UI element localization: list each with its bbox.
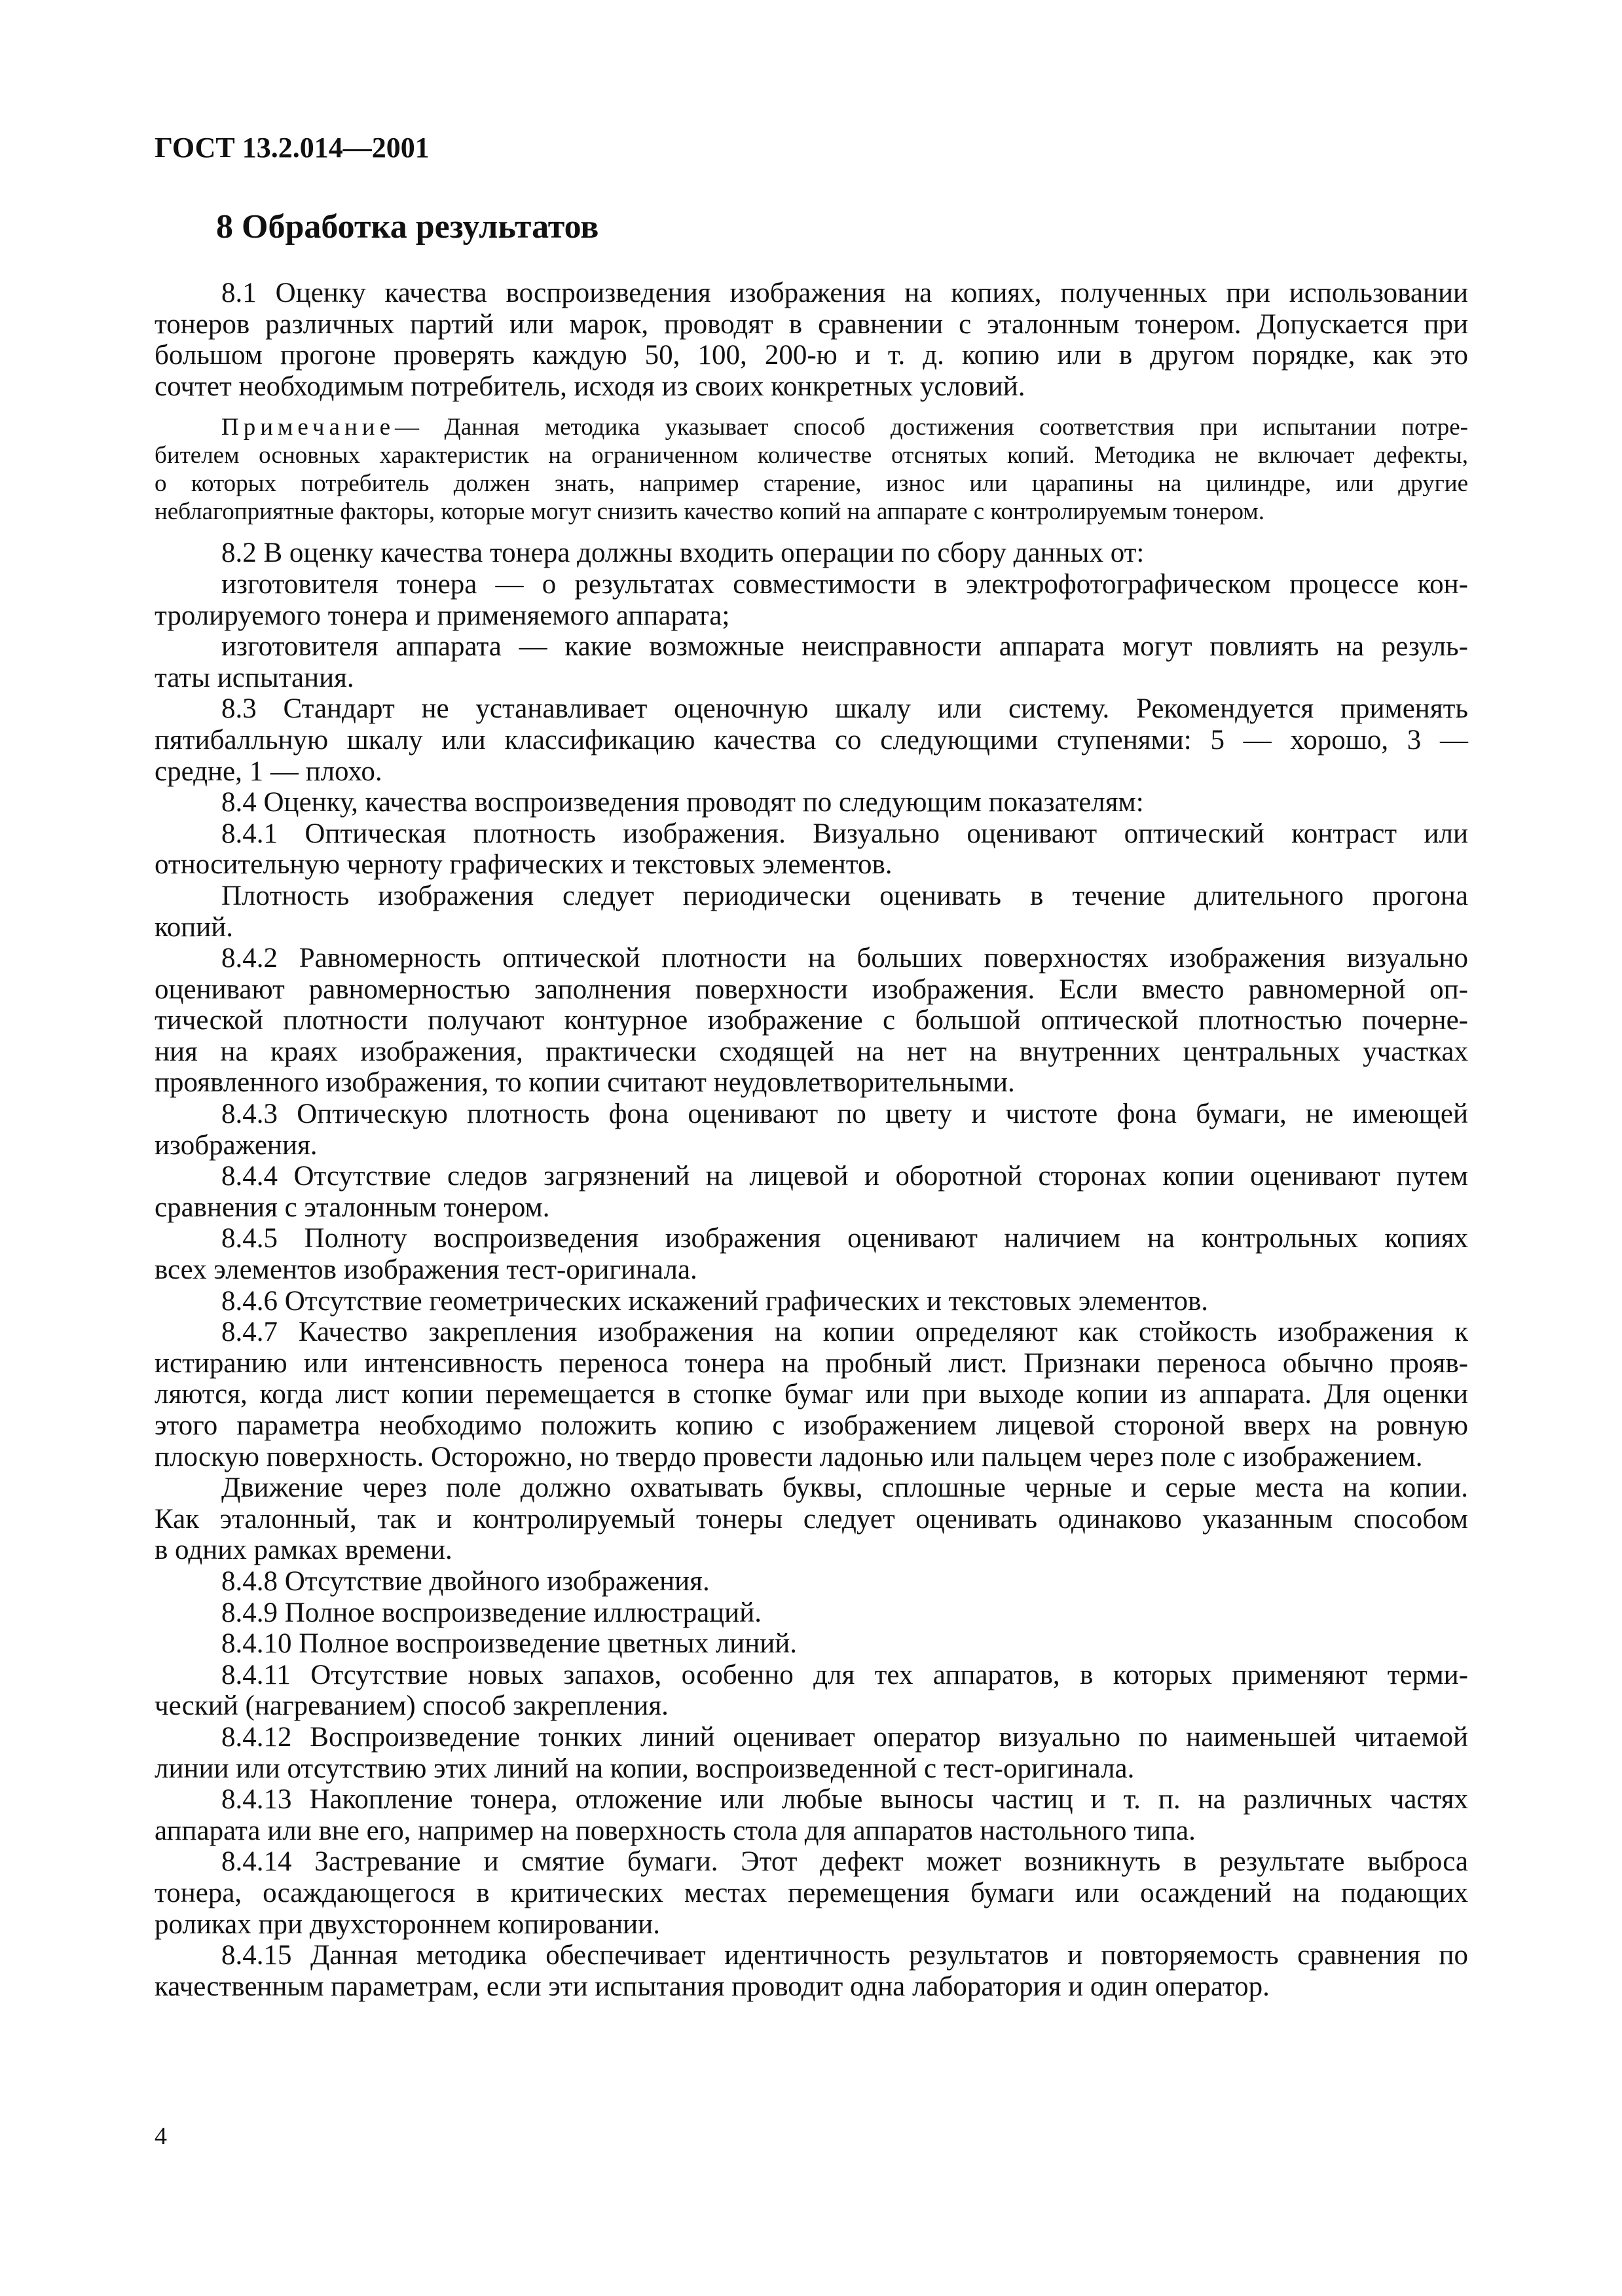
note-line-text: — Данная методика указывает способ достижения соответствия при испытании потре- [395,414,1468,441]
paragraph-line: тической плотности получают контурное изображение с большой оптической плотностью почерне- [155,1005,1468,1036]
paragraph-line: 8.4.1 Оптическая плотность изображения. Визуально оценивают оптический контраст или [221,818,1468,849]
paragraph-line: средне, 1 — плохо. [155,756,382,787]
paragraph [155,1628,1468,1660]
paragraph-line: 8.3 Стандарт не устанавливает оценочную шкалу или систему. Рекомендуется применять [221,693,1468,725]
paragraph-line: 8.4.6 Отсутствие геометрических искажений графических и текстовых элементов. [221,1285,1209,1317]
paragraph-line: Как эталонный, так и контролируемый тонеры следует оценивать одинаково указанным способом [155,1503,1468,1535]
paragraph-line: 8.4.7 Качество закрепления изображения на копии определяют как стойкость изображения к [221,1317,1468,1348]
body-text [155,278,1468,2002]
paragraph [155,278,1468,402]
paragraph [155,693,1468,787]
page-number: 4 [155,2123,167,2150]
paragraph-line: Плотность изображения следует периодически оценивать в течение длительного прогона [221,880,1468,911]
note-lead: Примечание [221,414,395,441]
note-line [155,413,1468,441]
paragraph [155,943,1468,1099]
paragraph-line: большом прогоне проверять каждую 50, 100, 200-ю и т. д. копию или в другом порядке, как это [155,340,1468,371]
paragraph [155,1940,1468,2002]
paragraph-line: 8.4.4 Отсутствие следов загрязнений на лицевой и оборотной сторонах копии оценивают путем [221,1161,1468,1192]
note-line: неблагоприятные факторы, которые могут снизить качество копий на аппарате с контролируемым тонером. [155,498,1264,526]
paragraph-line: проявленного изображения, то копии считают неудовлетворительными. [155,1067,1015,1099]
paragraph-line: изготовителя аппарата — какие возможные неисправности аппарата могут повлиять на резуль- [221,631,1468,663]
paragraph [155,1161,1468,1223]
document-header: ГОСТ 13.2.014—2001 [155,132,430,164]
paragraph-line: плоскую поверхность. Осторожно, но твердо провести ладонью или пальцем через поле с изображением. [155,1441,1423,1472]
paragraph [155,538,1468,569]
paragraph [155,569,1468,631]
paragraph-line: 8.4.13 Накопление тонера, отложение или любые выносы частиц и т. п. на различных частях [221,1784,1468,1815]
paragraph-line: тролируемого тонера и применяемого аппарата; [155,600,730,631]
paragraph-line: ния на краях изображения, практически сходящей на нет на внутренних центральных участках [155,1036,1468,1067]
paragraph-line: 8.1 Оценку качества воспроизведения изображения на копиях, полученных при использовании [221,278,1468,308]
paragraph-line: оценивают равномерностью заполнения поверхности изображения. Если вместо равномерной оп- [155,974,1468,1005]
paragraph-line: 8.4 Оценку, качества воспроизведения проводят по следующим показателям: [221,787,1144,818]
note-line: бителем основных характеристик на ограниченном количестве отснятых копий. Методика не включает дефекты, [155,442,1468,469]
paragraph-line: тонеров различных партий или марок, проводят в сравнении с эталонным тонером. Допускается при [155,308,1468,340]
paragraph [155,1722,1468,1784]
paragraph-line: сочтет необходимым потребитель, исходя из своих конкретных условий. [155,371,1025,402]
paragraph-line: 8.4.3 Оптическую плотность фона оценивают по цвету и чистоте фона бумаги, не имеющей [221,1099,1468,1130]
paragraph-line: пятибалльную шкалу или классификацию качества со следующими ступенями: 5 — хорошо, 3 — [155,724,1468,756]
note [155,413,1468,526]
paragraph-line: 8.4.2 Равномерность оптической плотности на больших поверхностях изображения визуально [221,943,1468,974]
paragraph-line: 8.4.8 Отсутствие двойного изображения. [221,1565,710,1597]
paragraph-line: изображения. [155,1129,318,1161]
paragraph [155,1317,1468,1472]
paragraph-line: 8.4.11 Отсутствие новых запахов, особенно для тех аппаратов, в которых применяют терми- [221,1659,1468,1690]
paragraph-line: ческий (нагреванием) способ закрепления. [155,1690,669,1722]
note-line: о которых потребитель должен знать, например старение, износ или царапины на цилиндре, или другие [155,470,1468,498]
paragraph-line: 8.2 В оценку качества тонера должны входить операции по сбору данных от: [221,538,1145,569]
paragraph-line: таты испытания. [155,662,354,693]
paragraph [155,1660,1468,1722]
paragraph-line: 8.4.9 Полное воспроизведение иллюстраций. [221,1597,762,1628]
paragraph-line: копий. [155,911,233,943]
paragraph [155,787,1468,818]
section-title: 8 Обработка результатов [216,208,599,246]
paragraph [155,881,1468,943]
paragraph-line: относительную черноту графических и текстовых элементов. [155,849,893,881]
paragraphs-before-note [155,278,1468,402]
paragraph-line: аппарата или вне его, например на поверхность стола для аппаратов настольного типа. [155,1815,1196,1846]
paragraph [155,1597,1468,1629]
paragraph-line: ляются, когда лист копии перемещается в стопке бумаг или при выходе копии из аппарата. Для оценки [155,1379,1468,1410]
paragraph-line: этого параметра необходимо положить копию с изображением лицевой стороной вверх на ровную [155,1410,1468,1441]
paragraph-line: тонера, осаждающегося в критических местах перемещения бумаги или осаждений на подающих [155,1877,1468,1908]
paragraph-line: изготовителя тонера — о результатах совместимости в электрофотографическом процессе кон- [221,568,1468,600]
paragraph-line: 8.4.5 Полноту воспроизведения изображения оценивают наличием на контрольных копиях [221,1223,1468,1254]
paragraph-line: роликах при двухстороннем копировании. [155,1908,660,1940]
paragraph-line: линии или отсутствию этих линий на копии, воспроизведенной с тест-оригинала. [155,1753,1135,1784]
paragraph [155,1846,1468,1940]
paragraph-line: 8.4.12 Воспроизведение тонких линий оценивает оператор визуально по наименьшей читаемой [221,1721,1468,1753]
paragraph [155,1472,1468,1566]
paragraph [155,818,1468,881]
paragraph-line: качественным параметрам, если эти испытания проводит одна лаборатория и один оператор. [155,1971,1270,2002]
paragraph-line: 8.4.15 Данная методика обеспечивает идентичность результатов и повторяемость сравнения по [221,1940,1468,1971]
paragraphs-after-note [155,538,1468,2002]
paragraph [155,631,1468,693]
paragraph-line: всех элементов изображения тест-оригинала. [155,1254,697,1286]
paragraph [155,1286,1468,1317]
paragraph-line: сравнения с эталонным тонером. [155,1192,550,1223]
paragraph-line: 8.4.14 Застревание и смятие бумаги. Этот дефект может возникнуть в результате выброса [221,1846,1468,1878]
paragraph-line: в одних рамках времени. [155,1535,452,1566]
paragraph-line: 8.4.10 Полное воспроизведение цветных линий. [221,1628,797,1660]
paragraph [155,1784,1468,1846]
paragraph [155,1223,1468,1285]
paragraph [155,1566,1468,1597]
paragraph-line: истиранию или интенсивность переноса тонера на пробный лист. Признаки переноса обычно прояв- [155,1347,1468,1379]
paragraph [155,1099,1468,1161]
paragraph-line: Движение через поле должно охватывать буквы, сплошные черные и серые места на копии. [221,1472,1468,1504]
